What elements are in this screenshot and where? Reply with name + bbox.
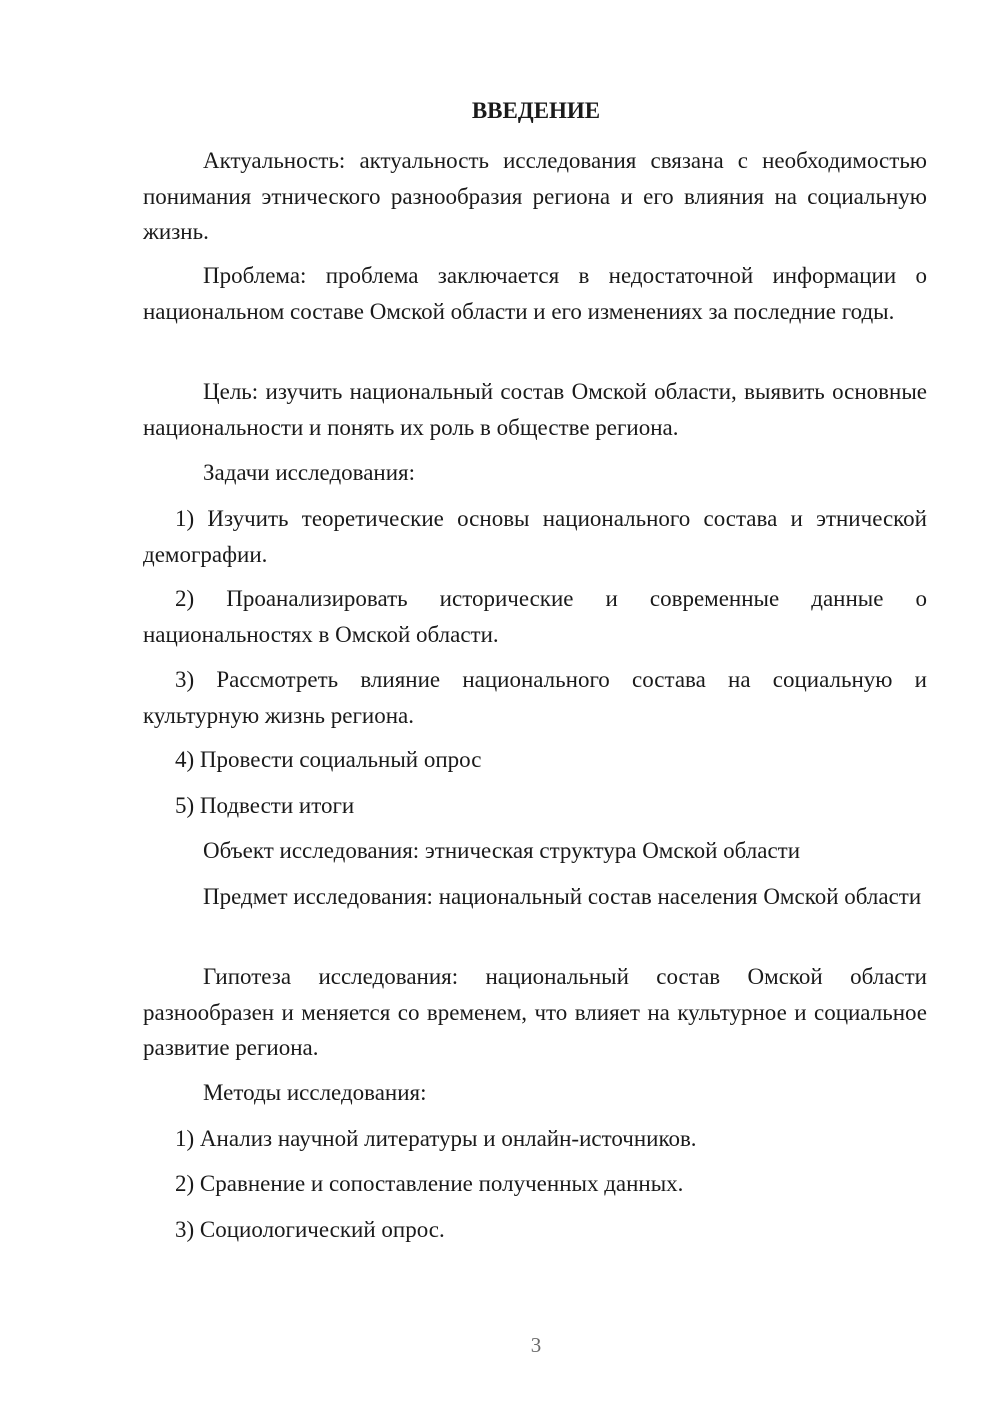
page-title: ВВЕДЕНИЕ <box>471 98 601 123</box>
list-item-task-1: 1) Изучить теоретические основы национального состава и этнической демографии. <box>143 506 927 567</box>
paragraph-relevance: Актуальность: актуальность исследования связана с необходимостью понимания этнического разнообразия региона и его влияния на социальную жизнь. <box>143 148 927 244</box>
list-item-task-2: 2) Проанализировать исторические и современные данные о национальностях в Омской области. <box>143 586 927 647</box>
list-item-method-3: 3) Социологический опрос. <box>175 1217 445 1242</box>
paragraph-hypothesis: Гипотеза исследования: национальный состав Омской области разнообразен и меняется со временем, что влияет на культурное и социальное развитие региона. <box>143 964 927 1060</box>
paragraph-methods-heading: Методы исследования: <box>203 1080 427 1105</box>
list-item-task-3: 3) Рассмотреть влияние национального состава на социальную и культурную жизнь региона. <box>143 667 927 728</box>
page-number: 3 <box>530 1333 542 1357</box>
list-item-task-4: 4) Провести социальный опрос <box>175 747 482 772</box>
paragraph-problem: Проблема: проблема заключается в недостаточной информации о национальном составе Омской области и его изменениях за последние годы. <box>143 263 927 324</box>
list-item-method-2: 2) Сравнение и сопоставление полученных данных. <box>175 1171 684 1196</box>
paragraph-subject: Предмет исследования: национальный состав населения Омской области <box>203 884 922 909</box>
paragraph-tasks-heading: Задачи исследования: <box>203 460 416 485</box>
paragraph-goal: Цель: изучить национальный состав Омской области, выявить основные национальности и понять их роль в обществе региона. <box>143 379 927 440</box>
paragraph-object: Объект исследования: этническая структура Омской области <box>203 838 801 863</box>
list-item-method-1: 1) Анализ научной литературы и онлайн-источников. <box>175 1126 697 1151</box>
list-item-task-5: 5) Подвести итоги <box>175 793 355 818</box>
